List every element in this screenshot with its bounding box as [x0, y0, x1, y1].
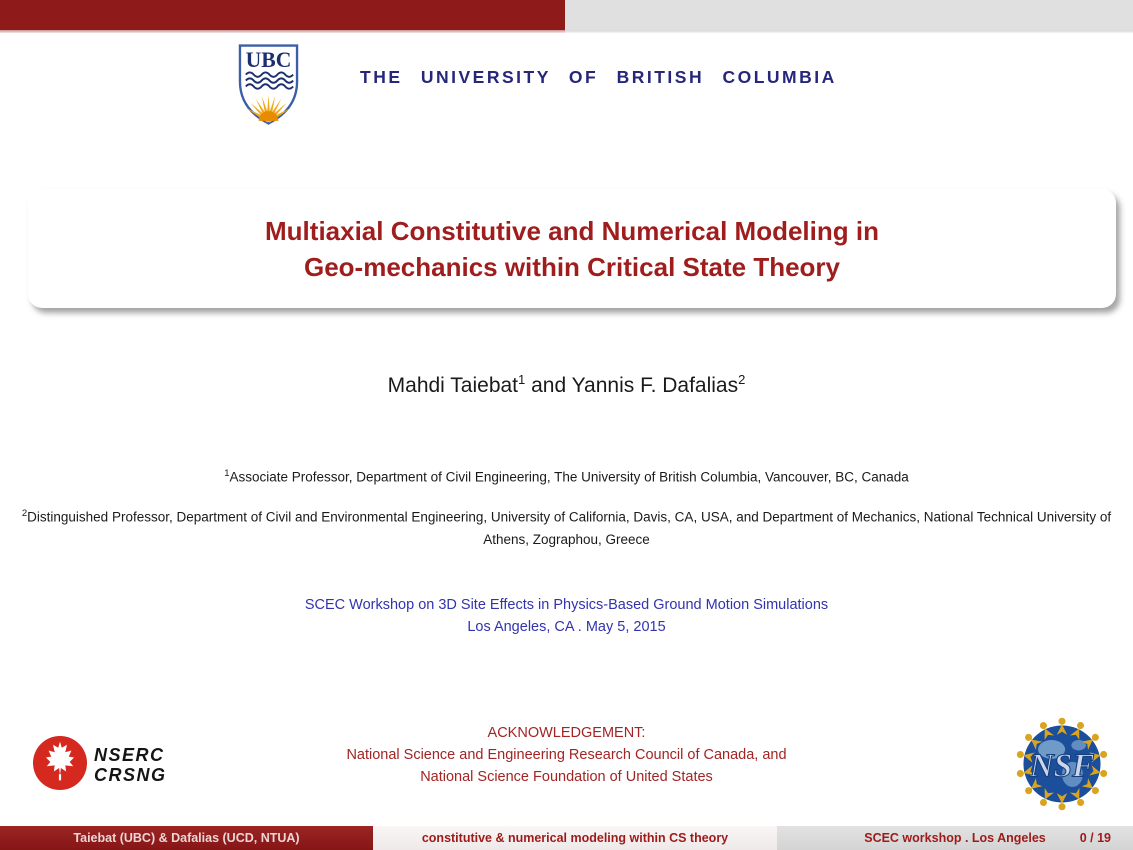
top-bar-maroon-segment	[0, 0, 565, 30]
university-name: THE UNIVERSITY OF BRITISH COLUMBIA	[360, 67, 837, 87]
svg-text:UBC: UBC	[245, 47, 292, 72]
event-info	[0, 594, 1133, 638]
nserc-logo-icon	[30, 733, 210, 798]
ubc-crest-icon	[237, 44, 300, 130]
top-bar	[0, 0, 1133, 30]
svg-text:CRSNG: CRSNG	[94, 765, 167, 785]
acknowledgement-line2: National Science Foundation of United States	[420, 769, 713, 785]
slide-title-line2: Geo-mechanics within Critical State Theory	[303, 251, 841, 282]
affiliation-1: $^1$Associate Professor, Department of Civil Engineering, The University of British Columbia, Vancouver, BC, Canada	[224, 468, 909, 485]
slide-title-line1: Multiaxial Constitutive and Numerical Modeling in	[265, 215, 879, 246]
title-box	[28, 189, 1116, 308]
nsf-logo-icon	[1012, 714, 1112, 819]
authors-connector: and	[525, 374, 572, 397]
svg-text:NSERC: NSERC	[94, 745, 165, 765]
authors-line	[0, 372, 1133, 398]
author-2: Yannis F. Dafalias	[571, 374, 739, 397]
author-2-affiliation-mark: 2	[738, 372, 746, 387]
footer-authors: Taiebat (UBC) & Dafalias (UCD, NTUA)	[0, 826, 373, 850]
author-1: Mahdi Taiebat	[387, 374, 519, 397]
affiliation-2: $^2$Distinguished Professor, Department of Civil and Environmental Engineering, University of California, Davis, CA, USA, and Department of Mechanics, National Technical University of Athens, Zographou, Greece	[21, 508, 1112, 547]
footer-short-title: constitutive & numerical modeling within CS theory	[373, 826, 777, 850]
footer-page-indicator: 0 / 19	[1079, 831, 1111, 845]
footer-bar	[0, 826, 1133, 850]
acknowledgement-heading: ACKNOWLEDGEMENT:	[487, 725, 646, 741]
author-1-affiliation-mark: 1	[518, 372, 526, 387]
svg-text:NSF: NSF	[1029, 747, 1095, 785]
event-location-date: Los Angeles, CA . May 5, 2015	[467, 619, 666, 635]
footer-event-section	[777, 826, 1133, 850]
acknowledgement-line1: National Science and Engineering Research Council of Canada, and	[346, 747, 787, 763]
footer-event: SCEC workshop . Los Angeles	[864, 831, 1046, 845]
top-bar-gray-segment	[565, 0, 1133, 30]
event-name: SCEC Workshop on 3D Site Effects in Physics-Based Ground Motion Simulations	[304, 597, 829, 613]
top-bar-shadow-strip	[0, 30, 1133, 33]
